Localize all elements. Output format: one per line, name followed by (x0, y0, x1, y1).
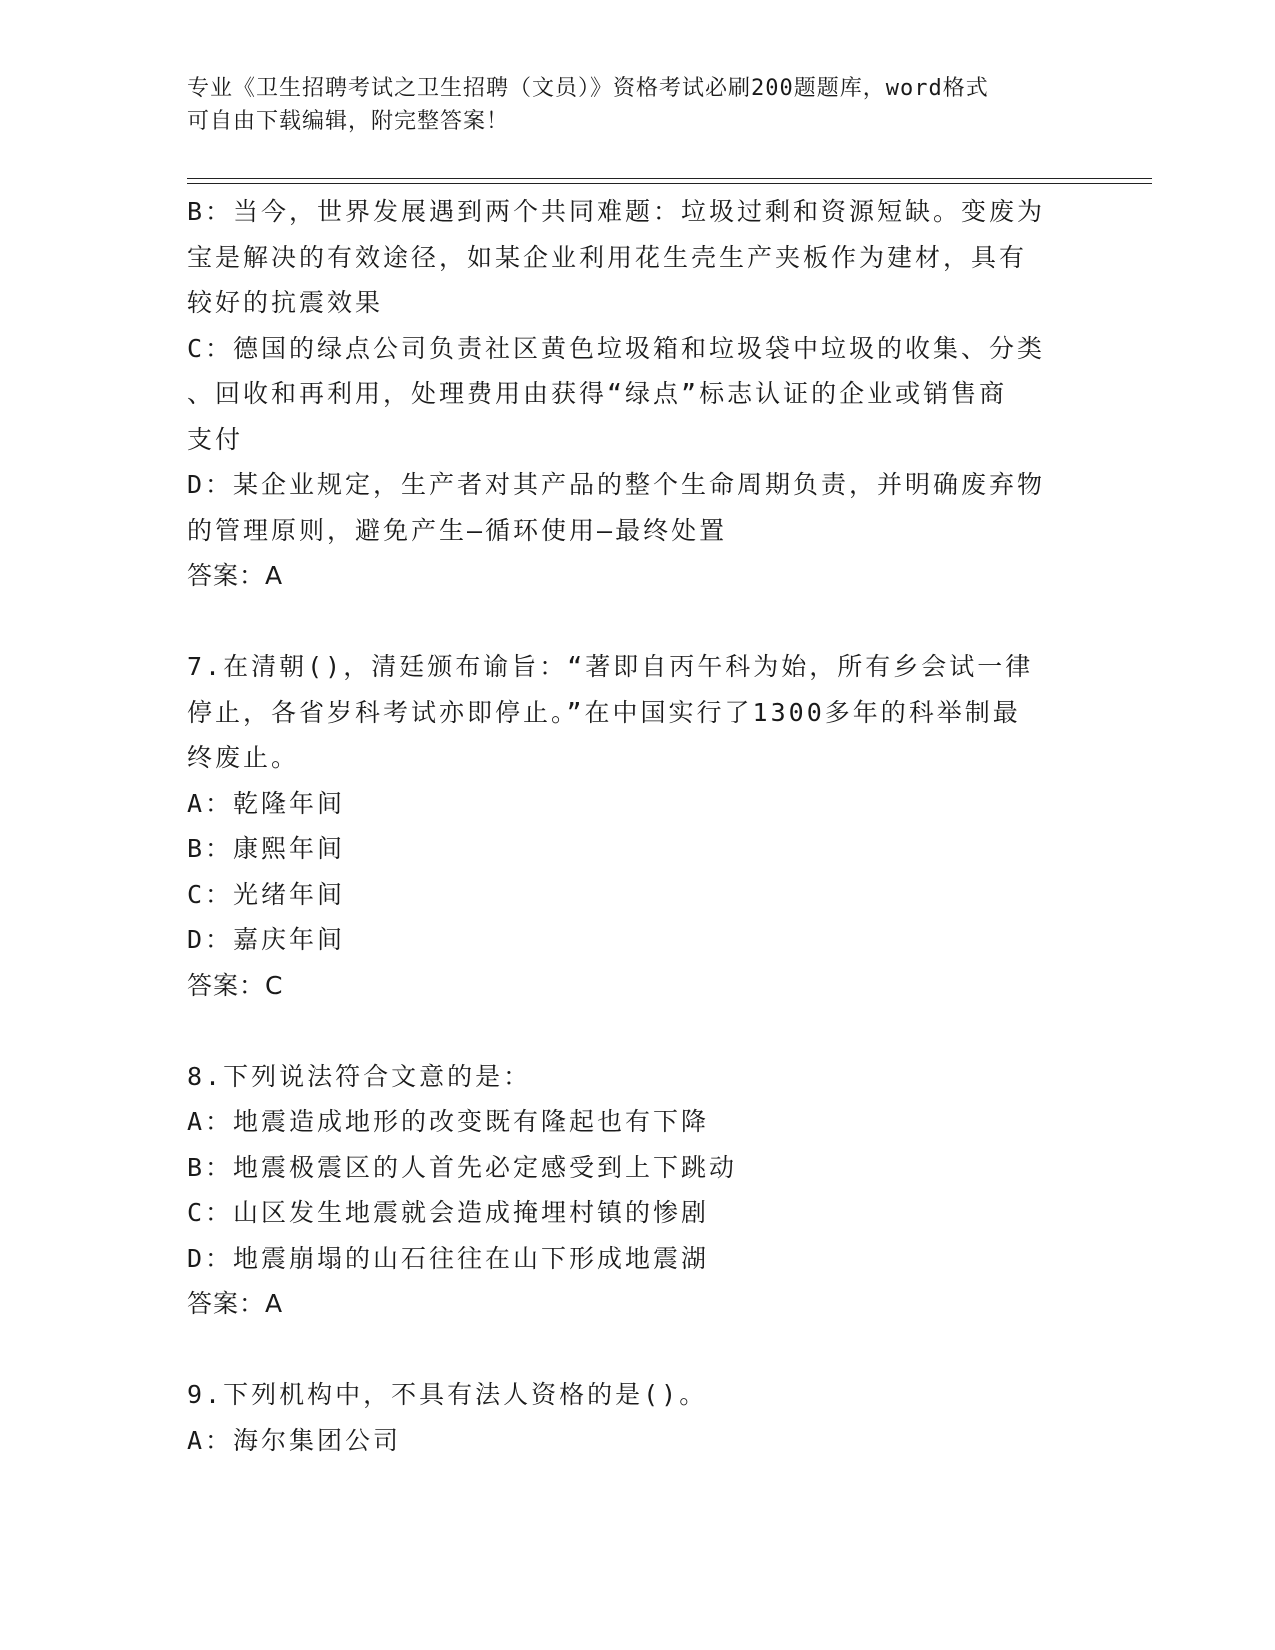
q7-option-c: C：光绪年间 (187, 879, 346, 909)
question-7 (187, 644, 1087, 1008)
header-line-2: 可自由下载编辑，附完整答案！ (187, 109, 510, 134)
q8-option-c: C：山区发生地震就会造成掩埋村镇的惨剧 (187, 1198, 710, 1227)
q6-answer: 答案：A (187, 561, 284, 590)
q7-stem-line-1: 7.在清朝()，清廷颁布谕旨：“著即自丙午科为始，所有乡会试一律 (187, 652, 1034, 681)
q6-option-b (187, 189, 1087, 326)
q7-answer: 答案：C (187, 970, 284, 1000)
q6-option-c (187, 326, 1087, 463)
header-line-1: 专业《卫生招聘考试之卫生招聘（文员）》资格考试必刷200题题库，word格式 (187, 76, 989, 101)
question-6-continued (187, 189, 1087, 599)
q6-option-b-line-3: 较好的抗震效果 (187, 288, 384, 317)
document-header (187, 72, 1067, 138)
q7-option-a: A：乾隆年间 (187, 788, 346, 818)
q6-option-d-line-2: 的管理原则，避免产生—循环使用—最终处置 (187, 515, 728, 545)
q7-option-d: D：嘉庆年间 (187, 925, 346, 954)
q6-option-d (187, 462, 1087, 553)
q8-option-d: D：地震崩塌的山石往往在山下形成地震湖 (187, 1243, 710, 1273)
question-content (187, 189, 1087, 1463)
q8-option-a: A：地震造成地形的改变既有隆起也有下降 (187, 1107, 710, 1136)
spacer (187, 1008, 1087, 1054)
q8-answer: 答案：A (187, 1289, 284, 1318)
header-rule-top (187, 178, 1152, 179)
q7-stem-line-3: 终废止。 (187, 743, 300, 772)
q6-option-b-line-2: 宝是解决的有效途径，如某企业利用花生壳生产夹板作为建材，具有 (187, 242, 1028, 272)
spacer (187, 1327, 1087, 1373)
q7-option-b: B：康熙年间 (187, 834, 346, 863)
q7-stem-line-2: 停止，各省岁科考试亦即停止。”在中国实行了1300多年的科举制最 (187, 697, 1021, 727)
q6-option-c-line-1: C：德国的绿点公司负责社区黄色垃圾箱和垃圾袋中垃圾的收集、分类 (187, 333, 1046, 363)
q8-stem: 8.下列说法符合文意的是： (187, 1061, 532, 1091)
q6-option-c-line-2: 、回收和再利用，处理费用由获得“绿点”标志认证的企业或销售商 (187, 379, 1008, 408)
question-8 (187, 1054, 1087, 1327)
q9-option-a: A：海尔集团公司 (187, 1425, 402, 1455)
q6-option-c-line-3: 支付 (187, 424, 244, 454)
spacer (187, 599, 1087, 645)
q6-option-d-line-1: D：某企业规定，生产者对其产品的整个生命周期负责，并明确废弃物 (187, 470, 1046, 499)
header-rule-bottom (187, 183, 1152, 184)
question-9 (187, 1372, 1087, 1463)
q8-option-b: B：地震极震区的人首先必定感受到上下跳动 (187, 1152, 738, 1182)
q9-stem: 9.下列机构中，不具有法人资格的是()。 (187, 1380, 708, 1409)
q6-option-b-line-1: B：当今，世界发展遇到两个共同难题：垃圾过剩和资源短缺。变废为 (187, 197, 1046, 226)
